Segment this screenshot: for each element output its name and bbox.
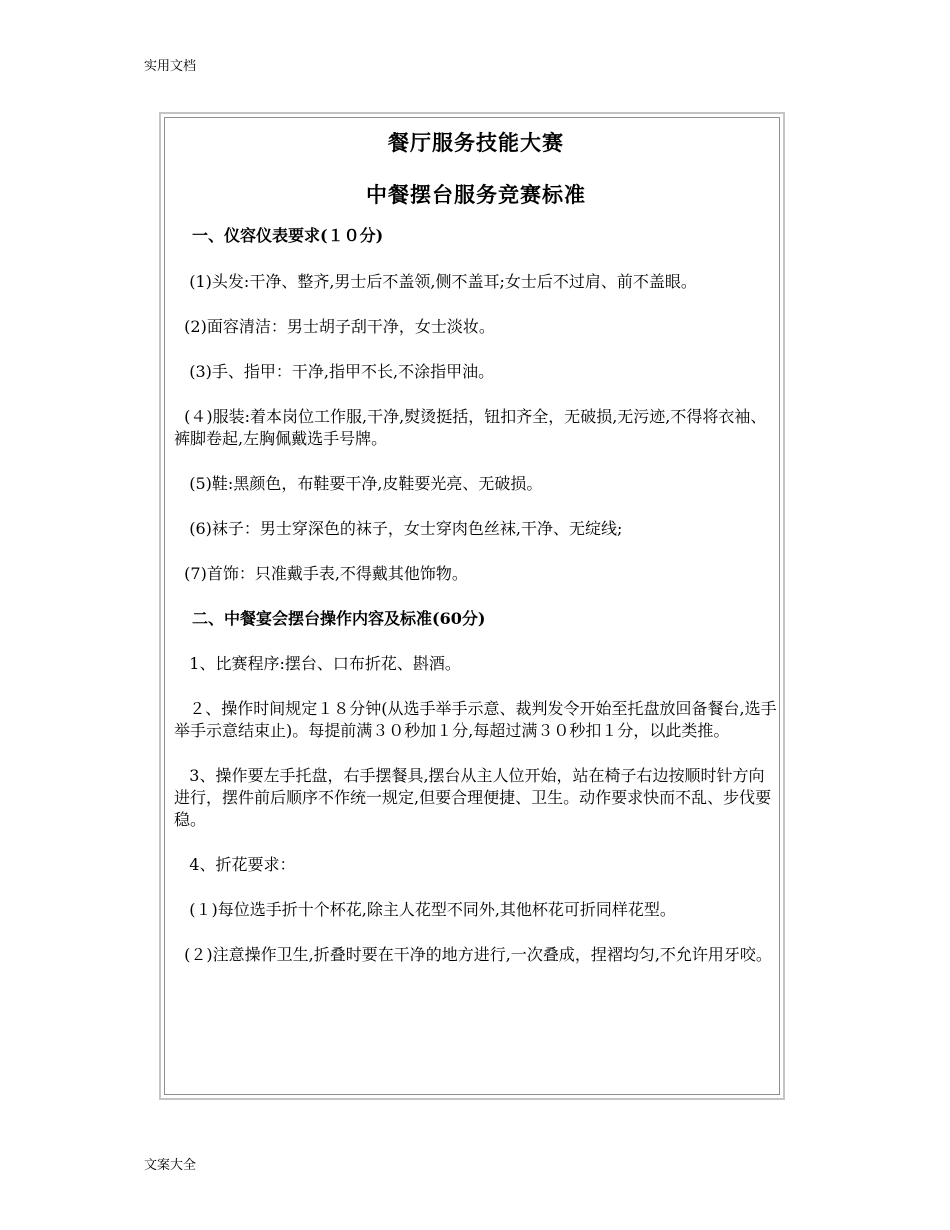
paragraph-shoes: (5)鞋:黑颜色，布鞋要干净,皮鞋要光亮、无破损。 [174,474,543,493]
paragraph-face: (2)面容清洁：男士胡子刮干净，女士淡妆。 [174,317,495,336]
document-title: 餐厅服务技能大赛 [388,130,564,155]
page-header: 实用文档 [144,59,197,74]
section-heading-table-setting: 二、中餐宴会摆台操作内容及标准(60分) [192,609,486,628]
section-heading-appearance: 一、仪容仪表要求(１０分) [192,226,384,245]
document-subtitle: 中餐摆台服务竞赛标准 [366,182,586,207]
paragraph-folding-rule-2: (２)注意操作卫生,折叠时要在干净的地方进行,一次叠成，捏褶均匀,不允许用牙咬。 [174,945,772,964]
page-footer: 文案大全 [144,1158,197,1173]
paragraph-jewelry: (7)首饰：只准戴手表,不得戴其他饰物。 [174,564,468,583]
paragraph-socks: (6)袜子：男士穿深色的袜子，女士穿肉色丝袜,干净、无绽线; [174,519,623,538]
paragraph-folding-heading: 4、折花要求： [174,855,296,874]
paragraph-folding-rule-1: (１)每位选手折十个杯花,除主人花型不同外,其他杯花可折同样花型。 [174,900,676,919]
paragraph-operation: 3、操作要左手托盘，右手摆餐具,摆台从主人位开始，站在椅子右边按顺时针方向进行，摆件前后顺序不作统一规定,但要合理便捷、卫生。动作要求快而不乱、步伐要稳。 [174,766,772,829]
paragraph-uniform: (４)服装:着本岗位工作服,干净,熨烫挺括，钮扣齐全，无破损,无污迹,不得将衣袖、裤脚卷起,左胸佩戴选手号牌。 [174,407,767,448]
paragraph-hands: (3)手、指甲：干净,指甲不长,不涂指甲油。 [174,362,495,381]
document-body [174,128,778,966]
paragraph-procedure: 1、比赛程序:摆台、口布折花、斟酒。 [174,654,461,673]
paragraph-time-limit: ２、操作时间规定１８分钟(从选手举手示意、裁判发令开始至托盘放回备餐台,选手举手示意结束止)。每提前满３０秒加１分,每超过满３０秒扣１分，以此类推。 [174,699,777,740]
paragraph-hair: (1)头发:干净、整齐,男士后不盖领,侧不盖耳;女士后不过肩、前不盖眼。 [174,272,697,291]
